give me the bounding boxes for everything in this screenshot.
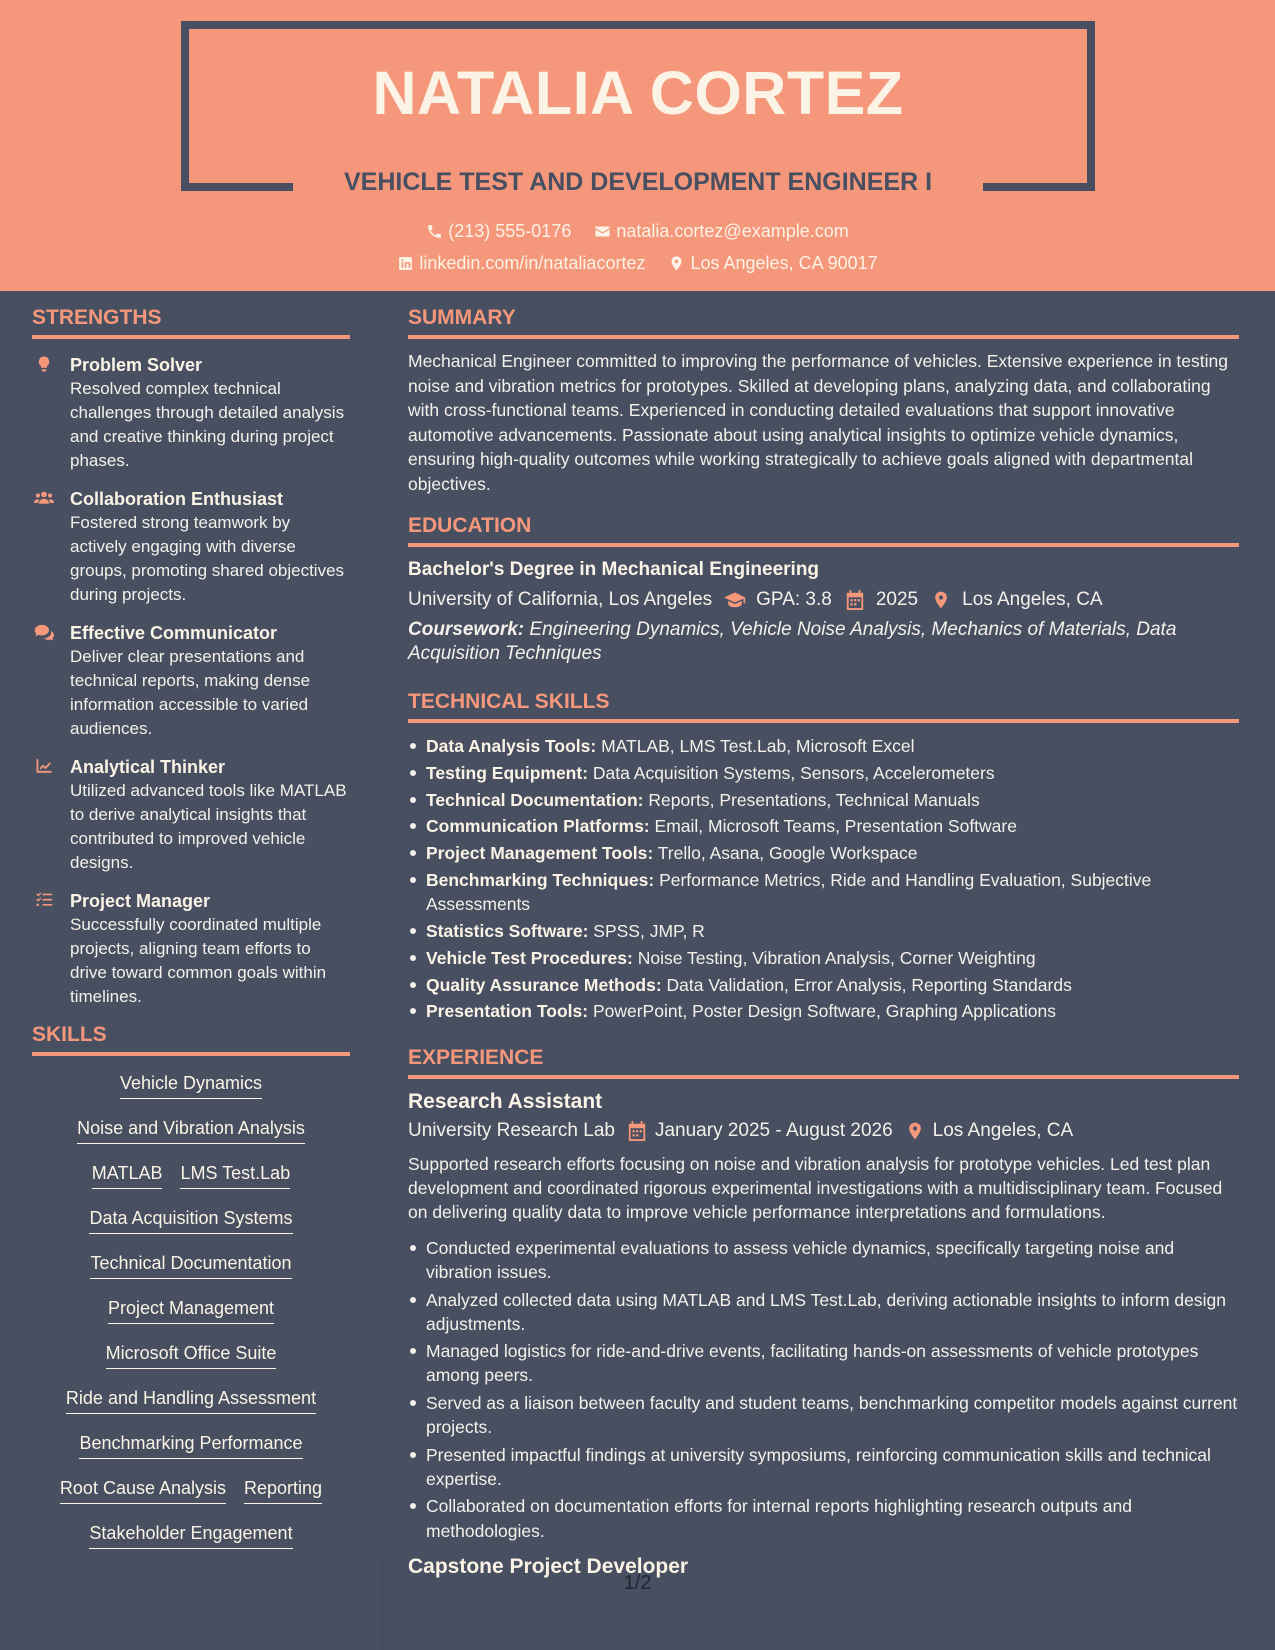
experience-title: EXPERIENCE [408, 1046, 1239, 1079]
email-text: natalia.cortez@example.com [616, 221, 849, 241]
coursework [408, 618, 1239, 666]
skill-label: Statistics Software: [426, 920, 589, 941]
skill-tag: Stakeholder Engagement [89, 1522, 292, 1549]
strength-item [32, 353, 350, 473]
candidate-name: NATALIA CORTEZ [372, 59, 904, 127]
strength-name: Analytical Thinker [70, 757, 226, 777]
calendar-icon [844, 590, 866, 610]
list-item: Conducted experimental evaluations to assess vehicle dynamics, specifically targeting noise and vibration issues. [408, 1236, 1239, 1284]
list-item [408, 919, 1239, 943]
location-pin-icon [905, 1121, 925, 1141]
strength-desc: Utilized advanced tools like MATLAB to derive analytical insights that contributed to improved vehicle designs. [70, 781, 347, 872]
list-item [408, 999, 1239, 1023]
skill-value: PowerPoint, Poster Design Software, Graphing Applications [592, 1001, 1056, 1022]
education-title: EDUCATION [408, 514, 1239, 547]
coursework-label: Coursework: [408, 619, 525, 640]
skill-tag: Benchmarking Performance [79, 1432, 302, 1459]
strength-item [32, 621, 350, 741]
job-title: VEHICLE TEST AND DEVELOPMENT ENGINEER I [343, 168, 933, 196]
skill-value: Reports, Presentations, Technical Manuals [648, 789, 980, 810]
skill-value: Data Validation, Error Analysis, Reporting Standards [666, 974, 1072, 995]
skill-value: Noise Testing, Vibration Analysis, Corner Weighting [637, 947, 1036, 968]
right-column [408, 306, 1239, 1579]
strength-desc: Successfully coordinated multiple projects, aligning team efforts to drive toward common goals within timelines. [70, 915, 327, 1006]
job-role: Research Assistant [408, 1089, 603, 1113]
skill-label: Project Management Tools: [426, 843, 654, 864]
job-description: Supported research efforts focusing on noise and vibration analysis for prototype vehicles. Led test plan development and coordinated rigorous experimental investigations with a multidisciplinary team. Focused on delivering quality data to improve vehicle performance interpretations and formulations. [408, 1153, 1223, 1223]
contact-linkedin[interactable] [397, 253, 645, 274]
skill-value: MATLAB, LMS Test.Lab, Microsoft Excel [601, 736, 915, 756]
education-meta [408, 588, 1239, 612]
list-item [408, 734, 1239, 758]
location-pin-icon [930, 590, 952, 610]
summary-title: SUMMARY [408, 306, 1239, 339]
job-location: Los Angeles, CA [932, 1119, 1074, 1141]
resume-header [0, 0, 1275, 291]
skills-title: SKILLS [32, 1023, 350, 1056]
list-item: Managed logistics for ride-and-drive events, facilitating hands-on assessments of vehicle prototypes among peers. [408, 1339, 1239, 1387]
list-item [408, 946, 1239, 970]
list-item [408, 973, 1239, 997]
skill-value: Performance Metrics, Ride and Handling Evaluation, Subjective Assessments [426, 869, 1152, 915]
location-pin-icon [668, 255, 685, 272]
linkedin-text: linkedin.com/in/nataliacortez [419, 253, 646, 273]
job-role: Capstone Project Developer [408, 1554, 689, 1578]
skills-list [32, 1064, 350, 1559]
left-column [32, 306, 350, 1559]
strength-name: Project Manager [70, 891, 211, 911]
phone-icon [426, 223, 443, 240]
skill-tag: MATLAB [92, 1162, 163, 1189]
job-dates: January 2025 - August 2026 [654, 1119, 893, 1141]
summary-text: Mechanical Engineer committed to improving the performance of vehicles. Extensive experience in testing noise and vibration metrics for prototypes. Skilled at developing plans, analyzing data, and collaborating with cross-functional teams. Experienced in conducting detailed evaluations that support innovative automotive advancements. Passionate about using analytical insights to optimize vehicle dynamics, ensuring high-quality outcomes while working strategically to achieve goals aligned with departmental objectives. [408, 351, 1228, 494]
page-number: 1/2 [623, 1572, 652, 1594]
location-text: Los Angeles, CA 90017 [690, 253, 878, 273]
contact-phone[interactable] [426, 221, 571, 242]
technical-skills-list [408, 734, 1239, 1024]
strength-item [32, 755, 350, 875]
education-location: Los Angeles, CA [962, 589, 1103, 610]
graduation-year: 2025 [875, 589, 919, 610]
strength-item [32, 889, 350, 1009]
list-item [408, 761, 1239, 785]
strength-name: Collaboration Enthusiast [70, 489, 284, 509]
linkedin-icon [397, 255, 414, 272]
strengths-list [32, 353, 350, 1009]
list-item [408, 788, 1239, 812]
list-item [408, 814, 1239, 838]
list-item [408, 841, 1239, 865]
skill-label: Quality Assurance Methods: [426, 974, 662, 995]
skill-label: Vehicle Test Procedures: [426, 947, 633, 968]
strength-desc: Fostered strong teamwork by actively engaging with diverse groups, promoting shared objectives during projects. [70, 513, 345, 604]
degree-name: Bachelor's Degree in Mechanical Engineering [408, 559, 820, 580]
contact-email[interactable] [594, 221, 848, 242]
list-item: Served as a liaison between faculty and student teams, benchmarking competitor models against current projects. [408, 1391, 1239, 1439]
skill-label: Communication Platforms: [426, 816, 650, 837]
skill-tag: Root Cause Analysis [60, 1477, 226, 1504]
contact-location [668, 253, 877, 274]
skill-value: SPSS, JMP, R [593, 920, 705, 941]
skill-tag: LMS Test.Lab [180, 1162, 290, 1189]
skill-tag: Data Acquisition Systems [89, 1207, 292, 1234]
skill-label: Technical Documentation: [426, 789, 644, 810]
strength-name: Problem Solver [70, 355, 203, 375]
strength-item [32, 487, 350, 607]
skill-tag: Microsoft Office Suite [106, 1342, 277, 1369]
list-check-icon [34, 891, 54, 909]
graduation-cap-icon [724, 590, 746, 610]
strengths-title: STRENGTHS [32, 306, 350, 339]
skill-label: Benchmarking Techniques: [426, 869, 655, 890]
school-name: University of California, Los Angeles [408, 589, 713, 610]
lightbulb-icon [34, 355, 54, 373]
strength-name: Effective Communicator [70, 623, 278, 643]
list-item [408, 868, 1239, 916]
skill-value: Data Acquisition Systems, Sensors, Accelerometers [592, 762, 995, 783]
phone-text: (213) 555-0176 [448, 221, 572, 241]
coursework-text: Engineering Dynamics, Vehicle Noise Analysis, Mechanics of Materials, Data Acquisition Techniques [408, 619, 1177, 664]
skill-value: Trello, Asana, Google Workspace [657, 843, 918, 864]
chart-line-icon [34, 757, 54, 775]
strength-desc: Deliver clear presentations and technical reports, making dense information accessible to varied audiences. [70, 647, 311, 738]
list-item: Collaborated on documentation efforts for internal reports highlighting research outputs and methodologies. [408, 1494, 1239, 1542]
contact-row-1 [0, 221, 1275, 245]
skill-tag: Technical Documentation [90, 1252, 291, 1279]
column-divider [382, 1555, 383, 1650]
skill-value: Email, Microsoft Teams, Presentation Software [654, 816, 1017, 837]
skill-tag: Project Management [108, 1297, 274, 1324]
list-item: Analyzed collected data using MATLAB and LMS Test.Lab, deriving actionable insights to inform design adjustments. [408, 1288, 1239, 1336]
skill-tag: Reporting [244, 1477, 322, 1504]
job-org: University Research Lab [408, 1119, 615, 1141]
skill-label: Testing Equipment: [426, 762, 589, 783]
skill-label: Data Analysis Tools: [426, 736, 597, 756]
contact-row-2 [0, 253, 1275, 277]
envelope-icon [594, 223, 611, 240]
job-bullets [408, 1236, 1239, 1543]
gpa-text: GPA: 3.8 [756, 589, 832, 610]
skill-tag: Noise and Vibration Analysis [77, 1117, 305, 1144]
skill-label: Presentation Tools: [426, 1001, 589, 1022]
users-icon [34, 489, 54, 507]
skill-tag: Ride and Handling Assessment [66, 1387, 316, 1414]
skill-tag: Vehicle Dynamics [120, 1072, 262, 1099]
list-item: Presented impactful findings at university symposiums, reinforcing communication skills and technical expertise. [408, 1443, 1239, 1491]
technical-skills-title: TECHNICAL SKILLS [408, 690, 1239, 723]
calendar-icon [627, 1121, 647, 1141]
comments-icon [34, 623, 54, 641]
strength-desc: Resolved complex technical challenges through detailed analysis and creative thinking during project phases. [70, 379, 345, 470]
job-meta [408, 1119, 1239, 1143]
